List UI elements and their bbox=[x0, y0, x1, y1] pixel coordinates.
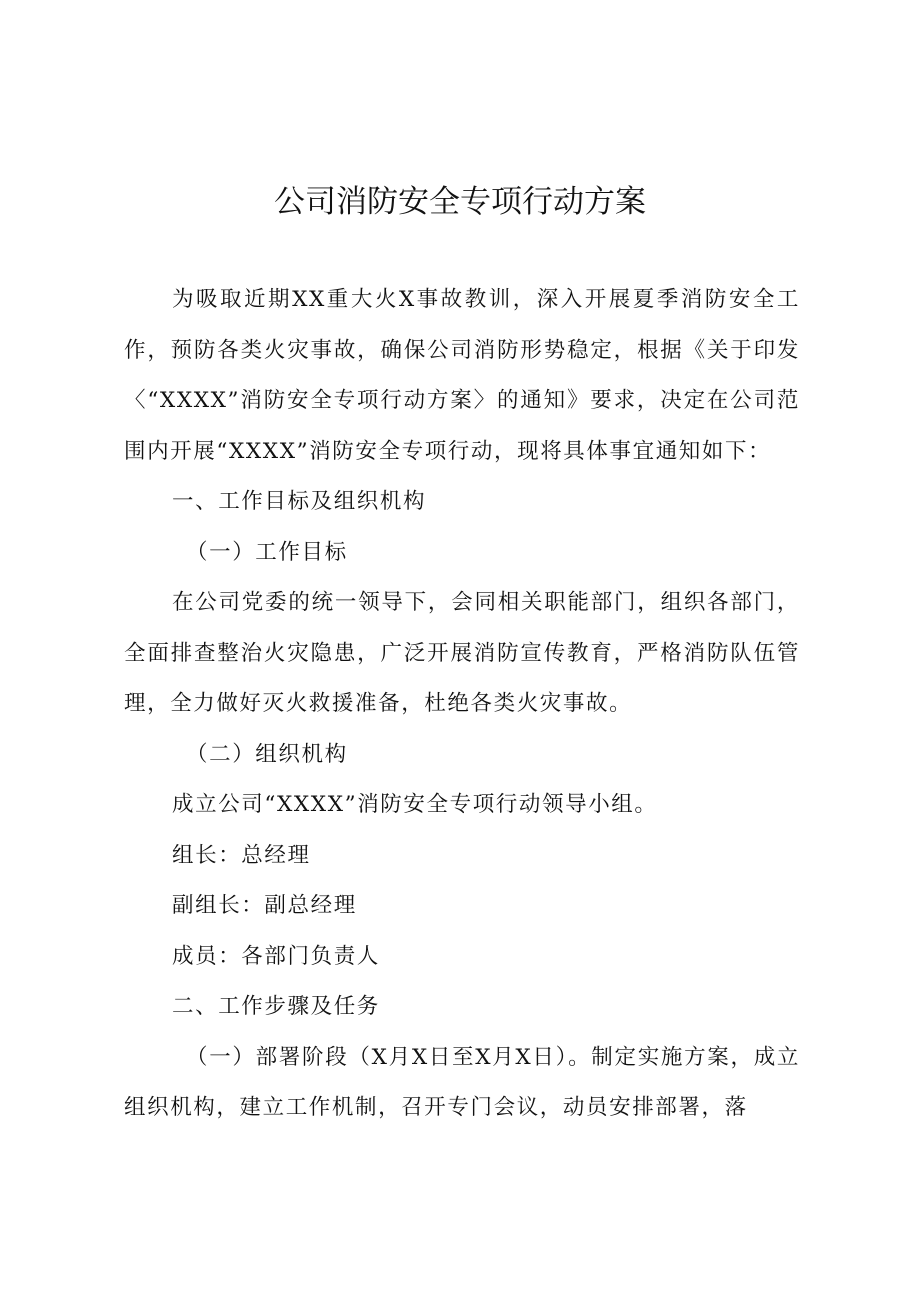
section-heading-1: 一、工作目标及组织机构 bbox=[172, 489, 427, 514]
subsection-heading-work-goals: （一）工作目标 bbox=[186, 539, 348, 565]
intro-paragraph: 为吸取近期XX重大火X事故教训，深入开展夏季消防安全工作，预防各类火灾事故，确保公司消防形势稳定，根据《关于印发〈“XXXX”消防安全专项行动方案〉的通知》要求，决定在公司范围内开展“XXXX”消防安全专项行动，现将具体事宜通知如下： bbox=[124, 287, 800, 464]
work-goals-paragraph: 在公司党委的统一领导下，会同相关职能部门，组织各部门，全面排查整治火灾隐患，广泛开展消防宣传教育，严格消防队伍管理，全力做好灭火救援准备，杜绝各类火灾事故。 bbox=[124, 590, 800, 716]
document-body bbox=[124, 275, 800, 1134]
deputy-leader-line: 副组长：副总经理 bbox=[172, 893, 357, 918]
members-line: 成员：各部门负责人 bbox=[172, 943, 380, 969]
organization-paragraph: 成立公司“XXXX”消防安全专项行动领导小组。 bbox=[172, 792, 658, 817]
document-title: 公司消防安全专项行动方案 bbox=[274, 184, 646, 220]
deployment-stage-paragraph: （一）部署阶段（X月X日至X月X日）。制定实施方案，成立组织机构，建立工作机制，召开专门会议，动员安排部署，落 bbox=[124, 1044, 800, 1120]
subsection-heading-organization: （二）组织机构 bbox=[186, 741, 348, 767]
section-heading-2: 二、工作步骤及任务 bbox=[172, 994, 380, 1019]
group-leader-line: 组长：总经理 bbox=[172, 842, 311, 868]
